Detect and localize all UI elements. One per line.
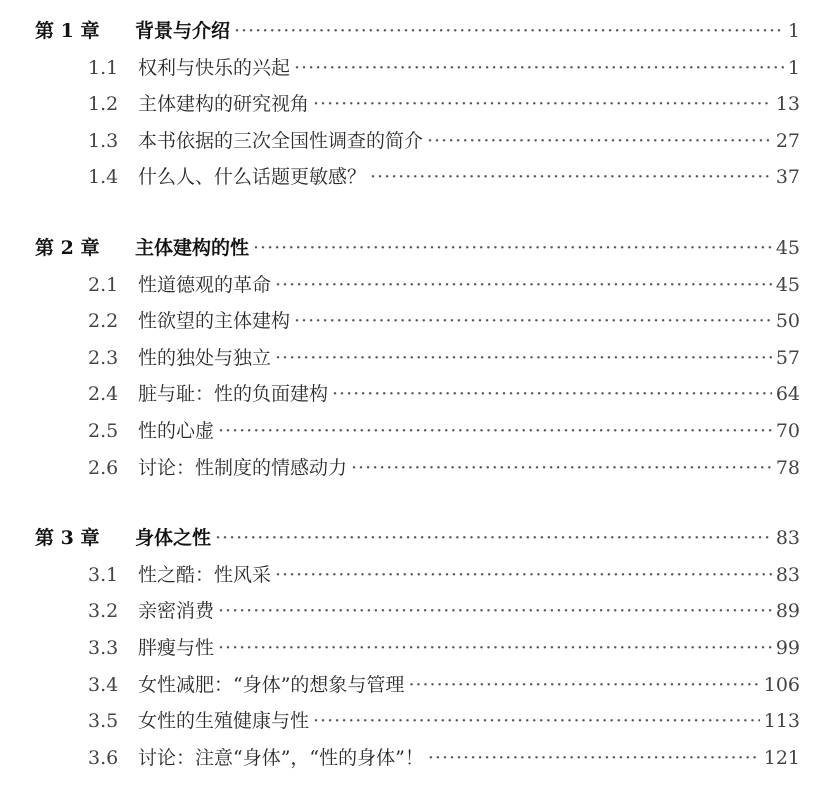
dot-leader xyxy=(275,267,772,304)
section-title: 讨论：性制度的情感动力 xyxy=(138,456,348,479)
toc-entry-section[interactable] xyxy=(0,557,824,594)
section-title: 什么人、什么话题更敏感？ xyxy=(138,166,367,189)
dot-leader xyxy=(332,376,772,413)
page-number: 78 xyxy=(775,456,800,479)
section-number: 1.1 xyxy=(88,56,119,79)
section-number: 3.5 xyxy=(88,710,119,733)
chapter-title: 主体建构的性 xyxy=(135,236,250,259)
page-number: 1 xyxy=(787,56,800,79)
dot-leader xyxy=(408,667,759,704)
page-number: 50 xyxy=(775,310,800,333)
toc-entry-section[interactable] xyxy=(0,376,824,413)
chapter-number: 第 1 章 xyxy=(35,20,100,42)
chapter-1 xyxy=(0,13,824,196)
section-number: 3.3 xyxy=(88,636,119,659)
dot-leader xyxy=(218,593,772,630)
section-number: 2.2 xyxy=(88,310,119,333)
page-number: 89 xyxy=(775,600,800,623)
toc-entry-section[interactable] xyxy=(0,340,824,377)
section-title: 主体建构的研究视角 xyxy=(138,93,310,116)
toc-entry-section[interactable] xyxy=(0,159,824,196)
page-number: 57 xyxy=(775,346,800,369)
page-number: 27 xyxy=(775,129,800,152)
toc-entry-section[interactable] xyxy=(0,123,824,160)
toc-entry-section[interactable] xyxy=(0,50,824,87)
dot-leader xyxy=(275,340,772,377)
chapter-number: 第 2 章 xyxy=(35,236,100,259)
section-number: 3.4 xyxy=(88,673,119,696)
toc-entry-section[interactable] xyxy=(0,593,824,630)
section-number: 3.6 xyxy=(88,746,119,769)
chapter-title: 身体之性 xyxy=(135,527,212,550)
section-title: 性之酷：性风采 xyxy=(138,563,272,586)
section-title: 亲密消费 xyxy=(138,600,215,623)
page-number: 37 xyxy=(775,166,800,189)
section-title: 女性的生殖健康与性 xyxy=(138,710,310,733)
section-number: 2.6 xyxy=(88,456,119,479)
section-title: 性的心虚 xyxy=(138,419,215,442)
section-title: 性的独处与独立 xyxy=(138,346,272,369)
page-number: 83 xyxy=(775,563,800,586)
section-number: 3.2 xyxy=(88,600,119,623)
toc-entry-chapter[interactable] xyxy=(0,13,824,50)
section-title: 性道德观的革命 xyxy=(138,273,272,296)
dot-leader xyxy=(275,557,772,594)
toc-entry-section[interactable] xyxy=(0,703,824,740)
section-title: 性欲望的主体建构 xyxy=(138,310,291,333)
chapter-2 xyxy=(0,230,824,486)
chapter-title: 背景与介绍 xyxy=(135,20,231,42)
dot-leader xyxy=(313,703,760,740)
dot-leader xyxy=(294,50,784,87)
section-number: 2.3 xyxy=(88,346,119,369)
page-number: 13 xyxy=(775,93,800,116)
toc-entry-section[interactable] xyxy=(0,86,824,123)
dot-leader xyxy=(215,520,772,557)
chapter-3 xyxy=(0,520,824,776)
page-number: 83 xyxy=(775,527,800,550)
section-number: 1.4 xyxy=(88,166,119,189)
section-title: 权利与快乐的兴起 xyxy=(138,56,291,79)
page-number: 106 xyxy=(763,673,800,696)
page-number: 1 xyxy=(787,20,800,42)
dot-leader xyxy=(427,123,772,160)
page-number: 45 xyxy=(775,236,800,259)
section-number: 1.2 xyxy=(88,93,119,116)
dot-leader xyxy=(351,450,772,487)
dot-leader xyxy=(428,740,760,777)
toc-entry-section[interactable] xyxy=(0,413,824,450)
page-number: 70 xyxy=(775,419,800,442)
toc-entry-chapter[interactable] xyxy=(0,230,824,267)
dot-leader xyxy=(294,303,772,340)
section-title: 胖瘦与性 xyxy=(138,636,215,659)
toc-entry-section[interactable] xyxy=(0,267,824,304)
section-number: 2.4 xyxy=(88,383,119,406)
toc-entry-chapter[interactable] xyxy=(0,520,824,557)
toc-entry-section[interactable] xyxy=(0,740,824,777)
section-title: 女性减肥：“身体”的想象与管理 xyxy=(138,673,405,696)
dot-leader xyxy=(253,230,772,267)
section-title: 脏与耻：性的负面建构 xyxy=(138,383,329,406)
section-number: 2.5 xyxy=(88,419,119,442)
page-number: 121 xyxy=(763,746,800,769)
dot-leader xyxy=(313,86,772,123)
page-number: 113 xyxy=(763,710,800,733)
page-number: 64 xyxy=(775,383,800,406)
page-number: 45 xyxy=(775,273,800,296)
page-number: 99 xyxy=(775,636,800,659)
section-number: 3.1 xyxy=(88,563,119,586)
toc-entry-section[interactable] xyxy=(0,303,824,340)
dot-leader xyxy=(218,630,772,667)
section-title: 本书依据的三次全国性调查的简介 xyxy=(138,129,424,152)
section-title: 讨论：注意“身体”，“性的身体”！ xyxy=(138,746,424,769)
toc-entry-section[interactable] xyxy=(0,667,824,704)
dot-leader xyxy=(234,13,784,50)
dot-leader xyxy=(370,159,772,196)
section-number: 2.1 xyxy=(88,273,119,296)
dot-leader xyxy=(218,413,772,450)
toc-entry-section[interactable] xyxy=(0,630,824,667)
section-number: 1.3 xyxy=(88,129,119,152)
toc-entry-section[interactable] xyxy=(0,450,824,487)
chapter-number: 第 3 章 xyxy=(35,527,100,550)
